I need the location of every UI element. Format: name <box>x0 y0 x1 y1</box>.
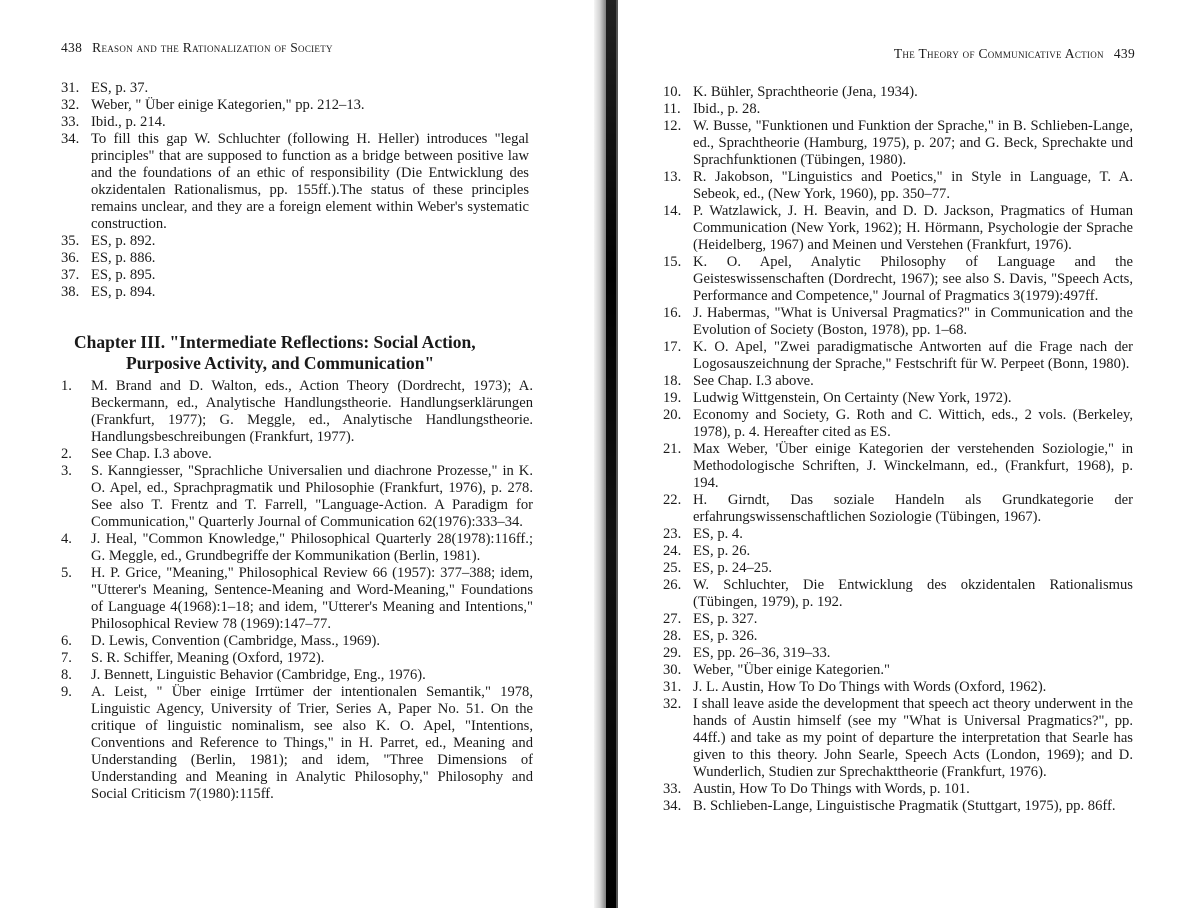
notes-list-right <box>663 84 1133 815</box>
note-number: 37. <box>61 267 80 283</box>
note-text: To fill this gap W. Schluchter (following H. Heller) introduces "legal principles" that are supposed to function as a bridge between positive law and the foundations of an ethic of responsibility (Die Entwicklung des okzidentalen Rationalismus, pp. 155ff.).The status of these principles remains unclear, and they are a foreign element within Weber's systematic construction. <box>91 131 529 232</box>
note-number: 22. <box>663 492 682 508</box>
note-item <box>663 560 1133 577</box>
note-number: 7. <box>61 650 72 666</box>
note-text: K. O. Apel, "Zwei paradigmatische Antworten auf die Frage nach der Logosauszeichnung der Sprache," Festschrift für W. Perpeet (Bonn, 1980). <box>693 339 1133 372</box>
note-item <box>663 407 1133 441</box>
note-number: 2. <box>61 446 72 462</box>
note-item <box>61 650 533 667</box>
note-text: ES, p. 894. <box>91 284 156 300</box>
note-text: S. R. Schiffer, Meaning (Oxford, 1972). <box>91 650 325 666</box>
note-item <box>663 526 1133 543</box>
note-item <box>663 577 1133 611</box>
note-text: M. Brand and D. Walton, eds., Action Theory (Dordrecht, 1973); A. Beckermann, ed., Analytische Handlungstheorie. Handlungserklärungen (Frankfurt, 1977); G. Meggle, ed., Analytische Handlungstheorie. Handlungsbeschreibungen (Frankfurt, 1977). <box>91 378 533 445</box>
note-item <box>61 233 529 250</box>
note-item <box>663 798 1133 815</box>
note-item <box>61 633 533 650</box>
note-item <box>61 131 529 233</box>
note-text: Austin, How To Do Things with Words, p. 101. <box>693 781 970 797</box>
note-item <box>663 696 1133 781</box>
note-item <box>663 492 1133 526</box>
note-item <box>663 679 1133 696</box>
note-text: Ibid., p. 214. <box>91 114 166 130</box>
note-item <box>663 305 1133 339</box>
note-number: 6. <box>61 633 72 649</box>
note-text: I shall leave aside the development that speech act theory underwent in the hands of Austin himself (see my "What is Universal Pragmatics?", pp. 44ff.) and take as my point of departure the interpretation that Searle has given to this theory. John Searle, Speech Acts (London, 1969); and D. Wunderlich, Studien zur Sprechakttheorie (Frankfurt, 1976). <box>693 696 1133 780</box>
note-item <box>61 463 533 531</box>
note-number: 24. <box>663 543 682 559</box>
note-item <box>663 84 1133 101</box>
running-head-right <box>894 46 1135 62</box>
note-text: H. Girndt, Das soziale Handeln als Grundkategorie der erfahrungswissenschaftlichen Soziologie (Tübingen, 1967). <box>693 492 1133 525</box>
note-item <box>61 284 529 301</box>
note-text: Max Weber, 'Über einige Kategorien der verstehenden Soziologie," in Methodologische Schriften, J. Winckelmann, ed., (Frankfurt, 1968), p. 194. <box>693 441 1133 491</box>
page-number-left: 438 <box>61 40 83 55</box>
note-text: Ibid., p. 28. <box>693 101 761 117</box>
note-item <box>663 373 1133 390</box>
left-page <box>0 0 590 908</box>
chapter-heading-line1: Chapter III. "Intermediate Reflections: Social Action, <box>74 332 476 352</box>
note-number: 25. <box>663 560 682 576</box>
note-number: 10. <box>663 84 682 100</box>
note-text: A. Leist, " Über einige Irrtümer der intentionalen Semantik," 1978, Linguistic Agency, University of Trier, Series A, Paper No. 51. On the critique of linguistic nominalism, see also K. O. Apel, "Intentions, Conventions and Reference to Things," in H. Parret, ed., Meaning and Understanding (Berlin, 1981); and idem, "Three Dimensions of Understanding and Meaning in Analytic Philosophy," Philosophy and Social Criticism 7(1980):115ff. <box>91 684 533 802</box>
note-number: 3. <box>61 463 72 479</box>
note-item <box>61 565 533 633</box>
note-number: 17. <box>663 339 682 355</box>
note-item <box>663 254 1133 305</box>
note-number: 33. <box>61 114 80 130</box>
running-head-title-left: Reason and the Rationalization of Society <box>92 40 333 55</box>
note-number: 34. <box>61 131 80 147</box>
note-number: 21. <box>663 441 682 457</box>
note-text: J. Heal, "Common Knowledge," Philosophical Quarterly 28(1978):116ff.; G. Meggle, ed., Grundbegriffe der Kommunikation (Berlin, 1981). <box>91 531 533 564</box>
note-item <box>61 250 529 267</box>
notes-list-left-first <box>61 80 529 301</box>
note-text: See Chap. I.3 above. <box>693 373 814 389</box>
notes-list-left-second <box>61 378 533 803</box>
note-text: Economy and Society, G. Roth and C. Wittich, eds., 2 vols. (Berkeley, 1978), p. 4. Hereafter cited as ES. <box>693 407 1133 440</box>
note-item <box>663 339 1133 373</box>
note-number: 36. <box>61 250 80 266</box>
note-item <box>61 97 529 114</box>
note-number: 27. <box>663 611 682 627</box>
note-item <box>663 169 1133 203</box>
note-number: 18. <box>663 373 682 389</box>
book-spine-shadow <box>606 0 616 908</box>
note-number: 26. <box>663 577 682 593</box>
running-head-title-right: The Theory of Communicative Action <box>893 46 1104 61</box>
note-item <box>663 611 1133 628</box>
note-text: Weber, " Über einige Kategorien," pp. 212–13. <box>91 97 365 113</box>
note-number: 16. <box>663 305 682 321</box>
note-text: ES, p. 327. <box>693 611 758 627</box>
note-number: 12. <box>663 118 682 134</box>
note-text: ES, p. 892. <box>91 233 156 249</box>
note-text: R. Jakobson, "Linguistics and Poetics," in Style in Language, T. A. Sebeok, ed., (New York, 1960), pp. 350–77. <box>693 169 1133 202</box>
note-number: 32. <box>61 97 80 113</box>
note-number: 35. <box>61 233 80 249</box>
note-text: ES, p. 4. <box>693 526 743 542</box>
note-item <box>663 118 1133 169</box>
note-number: 11. <box>663 101 681 117</box>
page-number-right: 439 <box>1113 46 1135 61</box>
note-text: Ludwig Wittgenstein, On Certainty (New York, 1972). <box>693 390 1012 406</box>
note-text: ES, p. 895. <box>91 267 156 283</box>
note-item <box>663 203 1133 254</box>
note-number: 19. <box>663 390 682 406</box>
note-number: 34. <box>663 798 682 814</box>
note-item <box>61 80 529 97</box>
note-text: W. Schluchter, Die Entwicklung des okzidentalen Rationalismus (Tübingen, 1979), p. 192. <box>693 577 1133 610</box>
note-text: H. P. Grice, "Meaning," Philosophical Review 66 (1957): 377–388; idem, "Utterer's Meaning, Sentence-Meaning and Word-Meaning," Foundations of Language 4(1968):1–18; and idem, "Utterer's Meaning and Intentions," Philosophical Review 78 (1969):147–77. <box>91 565 533 632</box>
note-item <box>663 628 1133 645</box>
note-text: W. Busse, "Funktionen und Funktion der Sprache," in B. Schlieben-Lange, ed., Sprachtheorie (Hamburg, 1975), p. 207; and G. Beck, Sprechakte und Sprachfunktionen (Tübingen, 1980). <box>693 118 1133 168</box>
note-number: 5. <box>61 565 72 581</box>
note-item <box>61 378 533 446</box>
note-item <box>61 667 533 684</box>
note-text: J. L. Austin, How To Do Things with Words (Oxford, 1962). <box>693 679 1047 695</box>
note-text: J. Habermas, "What is Universal Pragmatics?" in Communication and the Evolution of Society (Boston, 1978), pp. 1–68. <box>693 305 1133 338</box>
note-number: 20. <box>663 407 682 423</box>
note-item <box>61 531 533 565</box>
note-text: S. Kanngiesser, "Sprachliche Universalien und diachrone Prozesse," in K. O. Apel, ed., Sprachpragmatik und Philosophie (Frankfurt, 1976), p. 278. See also T. Frentz and T. Farrell, "Language-Action. A Paradigm for Communication," Quarterly Journal of Communication 62(1976):333–34. <box>91 463 533 530</box>
note-item <box>663 543 1133 560</box>
note-item <box>663 390 1133 407</box>
note-item <box>61 267 529 284</box>
note-text: ES, p. 24–25. <box>693 560 773 576</box>
note-item <box>61 446 533 463</box>
note-text: Weber, "Über einige Kategorien." <box>693 662 890 678</box>
note-number: 8. <box>61 667 72 683</box>
note-number: 14. <box>663 203 682 219</box>
note-number: 33. <box>663 781 682 797</box>
note-text: ES, p. 26. <box>693 543 751 559</box>
chapter-heading <box>74 332 524 374</box>
note-item <box>663 441 1133 492</box>
note-text: ES, pp. 26–36, 319–33. <box>693 645 831 661</box>
note-item <box>663 645 1133 662</box>
note-item <box>61 684 533 803</box>
note-number: 31. <box>663 679 682 695</box>
note-number: 29. <box>663 645 682 661</box>
note-number: 30. <box>663 662 682 678</box>
note-item <box>663 101 1133 118</box>
note-number: 28. <box>663 628 682 644</box>
note-number: 31. <box>61 80 80 96</box>
note-number: 13. <box>663 169 682 185</box>
note-text: See Chap. I.3 above. <box>91 446 212 462</box>
note-number: 32. <box>663 696 682 712</box>
note-text: K. Bühler, Sprachtheorie (Jena, 1934). <box>693 84 918 100</box>
note-text: K. O. Apel, Analytic Philosophy of Language and the Geisteswissenschaften (Dordrecht, 1967); see also S. Davis, "Speech Acts, Performance and Competence," Journal of Pragmatics 3(1979):497ff. <box>693 254 1133 304</box>
right-page <box>622 0 1193 908</box>
note-number: 1. <box>61 378 72 394</box>
note-number: 38. <box>61 284 80 300</box>
note-number: 23. <box>663 526 682 542</box>
running-head-left <box>61 40 333 56</box>
chapter-heading-line2: Purposive Activity, and Communication" <box>126 353 435 373</box>
note-number: 4. <box>61 531 72 547</box>
note-text: ES, p. 326. <box>693 628 758 644</box>
note-text: D. Lewis, Convention (Cambridge, Mass., 1969). <box>91 633 381 649</box>
note-text: J. Bennett, Linguistic Behavior (Cambridge, Eng., 1976). <box>91 667 426 683</box>
note-text: ES, p. 886. <box>91 250 156 266</box>
note-number: 15. <box>663 254 682 270</box>
note-item <box>61 114 529 131</box>
note-text: ES, p. 37. <box>91 80 149 96</box>
note-text: B. Schlieben-Lange, Linguistische Pragmatik (Stuttgart, 1975), pp. 86ff. <box>693 798 1116 814</box>
note-text: P. Watzlawick, J. H. Beavin, and D. D. Jackson, Pragmatics of Human Communication (New York, 1962); H. Hörmann, Psychologie der Sprache (Heidelberg, 1967) and Meinen und Verstehen (Frankfurt, 1976). <box>693 203 1133 253</box>
note-number: 9. <box>61 684 72 700</box>
note-item <box>663 781 1133 798</box>
note-item <box>663 662 1133 679</box>
